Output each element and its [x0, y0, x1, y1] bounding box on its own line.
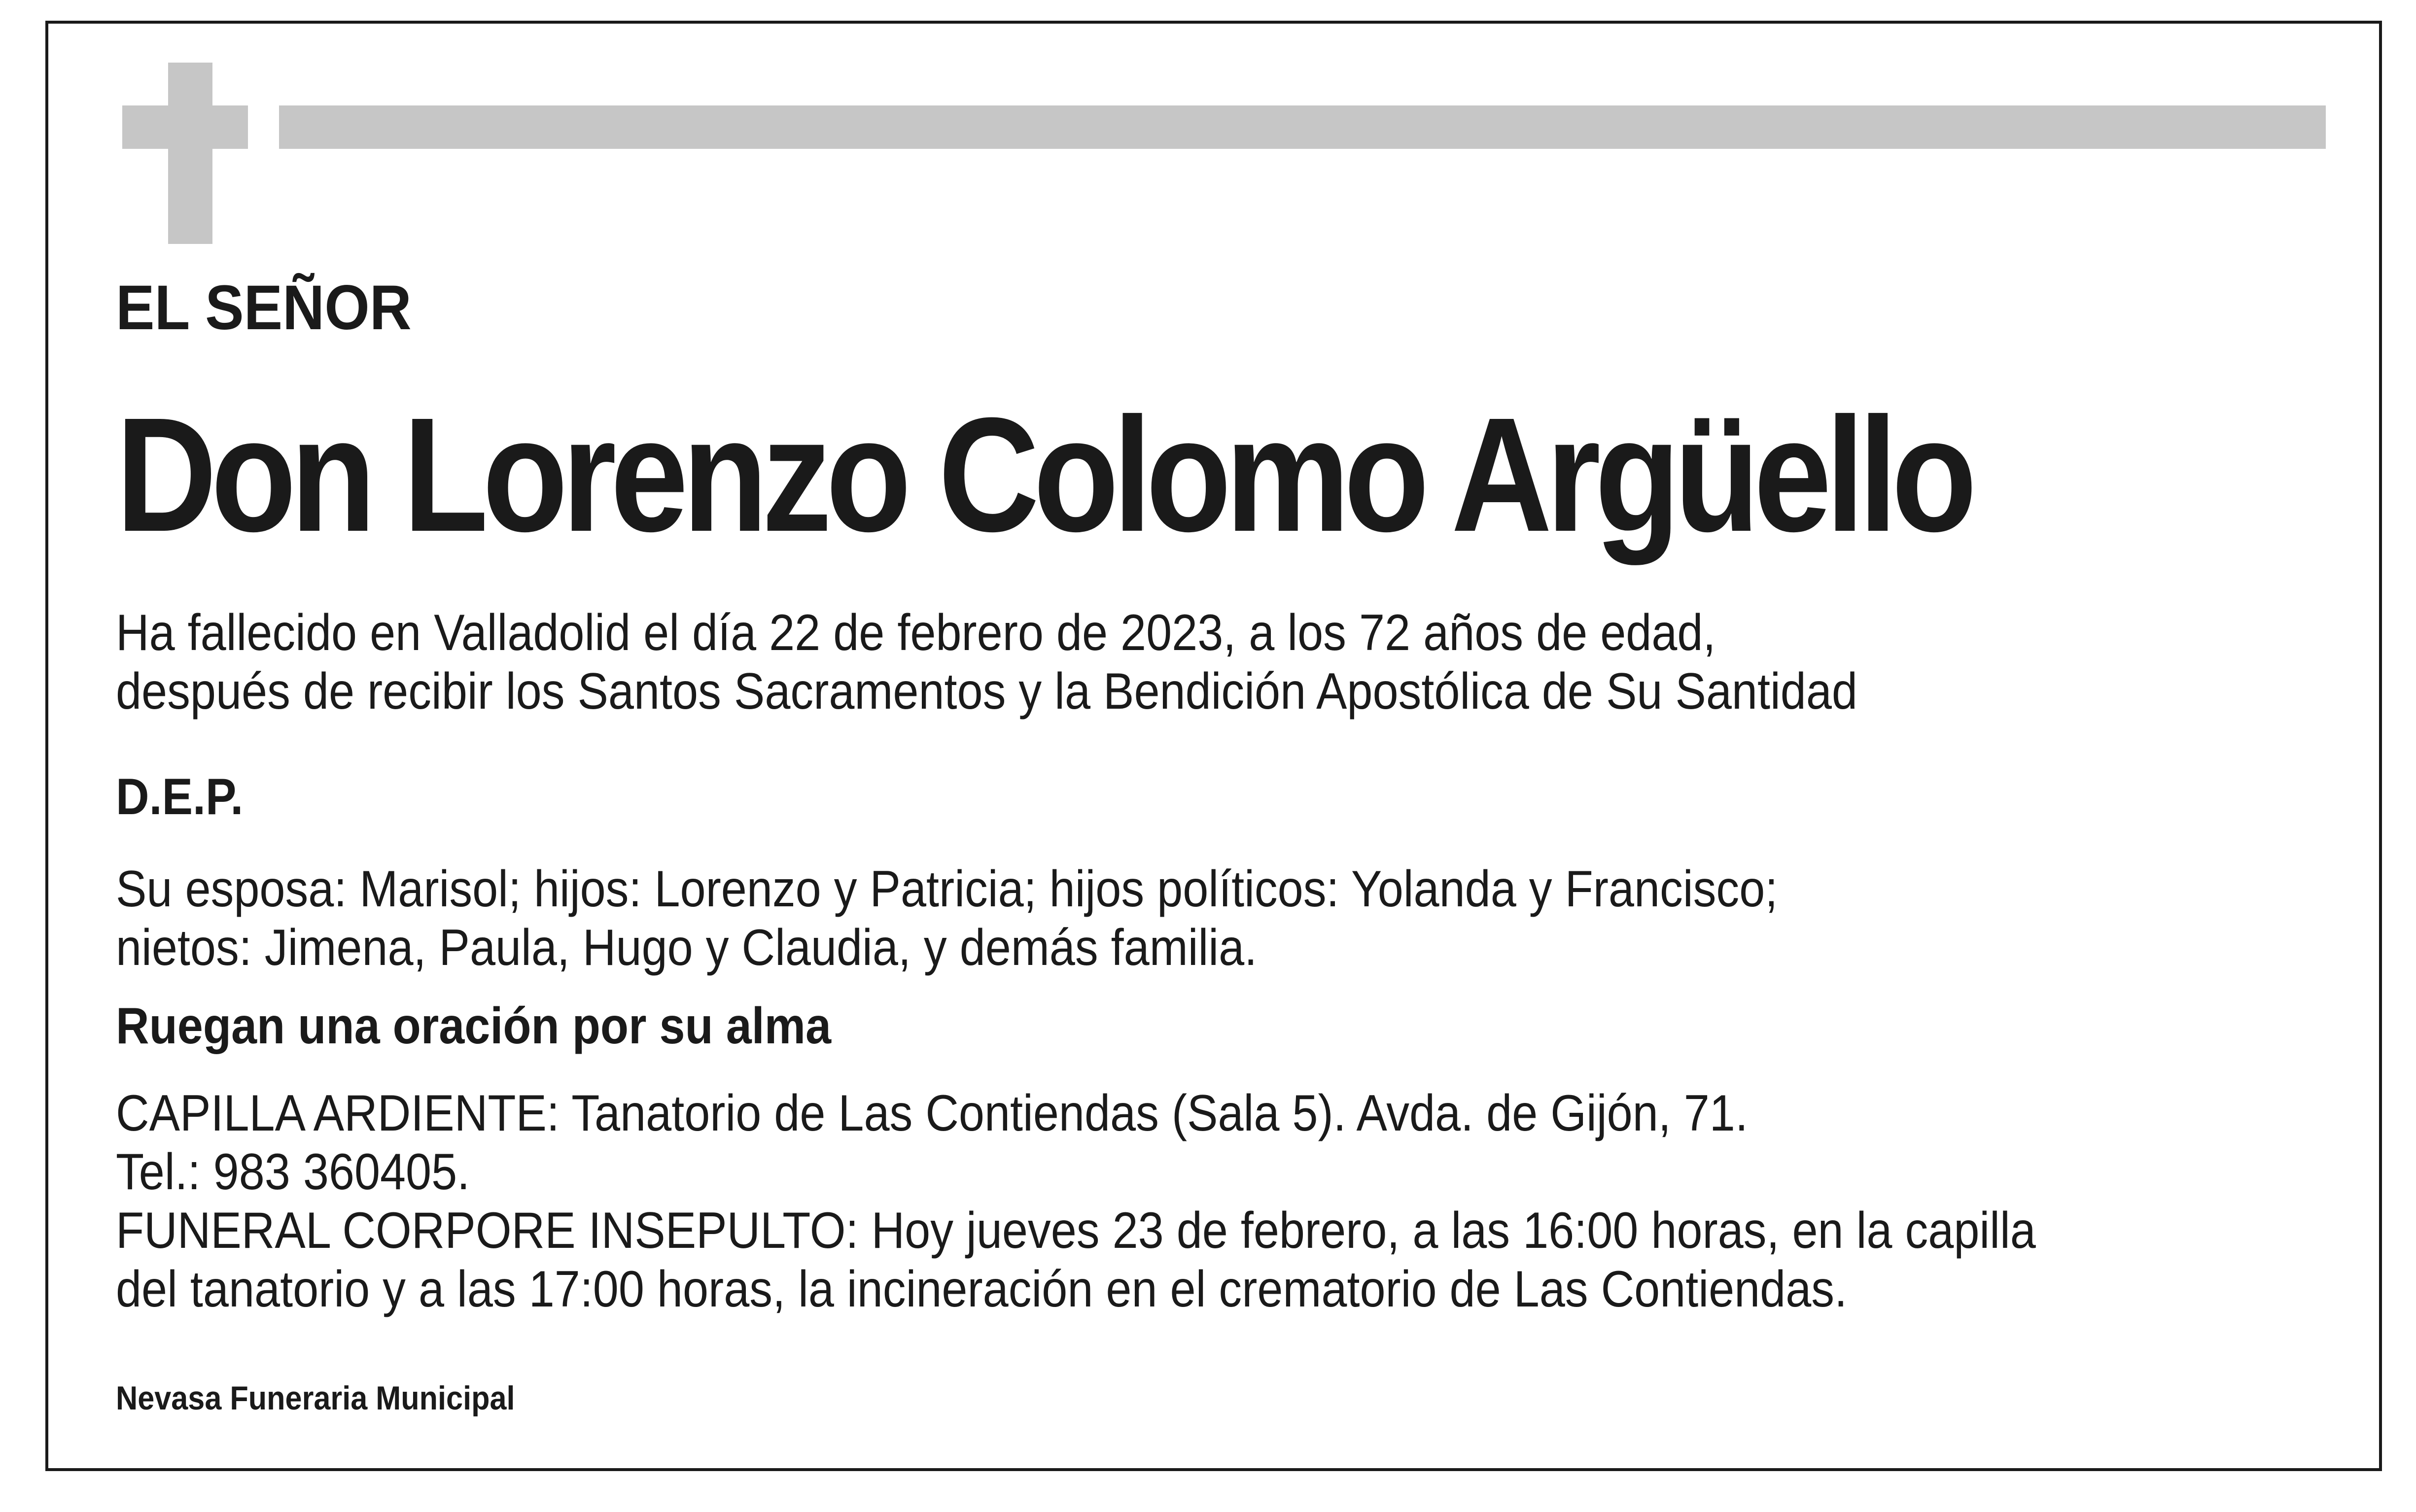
services-line: CAPILLA ARDIENTE: Tanatorio de Las Contiendas (Sala 5). Avda. de Gijón, 71.: [116, 1085, 1748, 1142]
death-notice-line: después de recibir los Santos Sacramentos y la Bendición Apostólica de Su Santidad: [116, 663, 1857, 720]
cross-vertical-bar: [168, 63, 212, 244]
death-notice-paragraph: [116, 604, 1857, 721]
cross-horizontal-bar: [122, 105, 248, 149]
funeral-home-credit: Nevasa Funeraria Municipal: [116, 1379, 515, 1417]
services-line: FUNERAL CORPORE INSEPULTO: Hoy jueves 23 de febrero, a las 16:00 horas, en la capilla: [116, 1202, 2036, 1259]
services-line: Tel.: 983 360405.: [116, 1143, 470, 1201]
dep-label: D.E.P.: [116, 768, 244, 825]
services-line: del tanatorio y a las 17:00 horas, la incineración en el crematorio de Las Contiendas.: [116, 1261, 1848, 1318]
deceased-name: Don Lorenzo Colomo Argüello: [116, 383, 1971, 565]
honorific-title: EL SEÑOR: [116, 273, 412, 343]
prayer-request: Ruegan una oración por su alma: [116, 997, 832, 1055]
header-divider-bar: [279, 105, 2326, 149]
death-notice-line: Ha fallecido en Valladolid el día 22 de febrero de 2023, a los 72 años de edad,: [116, 604, 1716, 661]
family-line: Su esposa: Marisol; hijos: Lorenzo y Patricia; hijos políticos: Yolanda y Francisco;: [116, 860, 1778, 918]
family-line: nietos: Jimena, Paula, Hugo y Claudia, y demás familia.: [116, 919, 1258, 976]
family-paragraph: [116, 860, 1778, 977]
services-paragraph: [116, 1084, 2036, 1319]
